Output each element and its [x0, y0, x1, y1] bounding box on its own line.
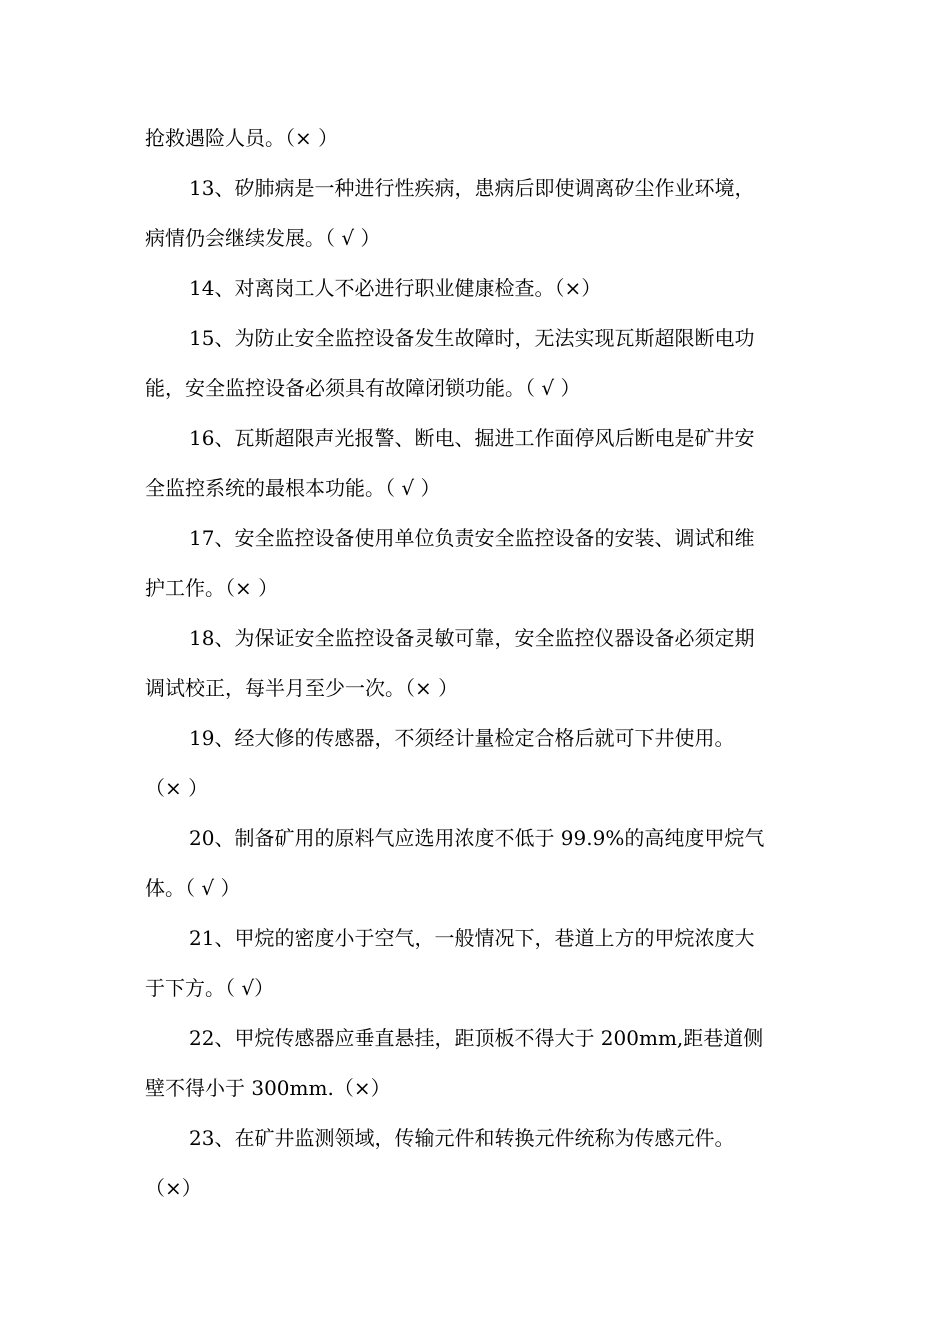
question-17-line-1: 17、安全监控设备使用单位负责安全监控设备的安装、调试和维 [189, 526, 755, 550]
question-21-line-2: 于下方。（ √） [145, 976, 275, 1000]
question-22-line-1: 22、甲烷传感器应垂直悬挂，距顶板不得大于 200mm,距巷道侧 [189, 1026, 764, 1050]
question-15-line-1: 15、为防止安全监控设备发生故障时，无法实现瓦斯超限断电功 [189, 326, 755, 350]
text-line: 抢救遇险人员。（× ） [145, 126, 339, 150]
question-14-line-1: 14、对离岗工人不必进行职业健康检查。（×） [189, 276, 602, 300]
question-18-line-1: 18、为保证安全监控设备灵敏可靠，安全监控仪器设备必须定期 [189, 626, 755, 650]
question-19-line-2: （× ） [145, 776, 209, 800]
question-20-line-2: 体。（ √ ） [145, 876, 241, 900]
question-13-line-2: 病情仍会继续发展。（ √ ） [145, 226, 381, 250]
question-23-line-1: 23、在矿井监测领域，传输元件和转换元件统称为传感元件。 [189, 1126, 735, 1150]
question-15-line-2: 能，安全监控设备必须具有故障闭锁功能。（ √ ） [145, 376, 581, 400]
question-13-line-1: 13、矽肺病是一种进行性疾病，患病后即使调离矽尘作业环境， [189, 176, 755, 200]
question-21-line-1: 21、甲烷的密度小于空气，一般情况下，巷道上方的甲烷浓度大 [189, 926, 755, 950]
question-20-line-1: 20、制备矿用的原料气应选用浓度不低于 99.9%的高纯度甲烷气 [189, 826, 765, 850]
question-18-line-2: 调试校正，每半月至少一次。（× ） [145, 676, 459, 700]
question-16-line-1: 16、瓦斯超限声光报警、断电、掘进工作面停风后断电是矿井安 [189, 426, 755, 450]
question-16-line-2: 全监控系统的最根本功能。（ √ ） [145, 476, 441, 500]
document-body [145, 113, 810, 1213]
question-22-line-2: 壁不得小于 300mm.（×） [145, 1076, 391, 1100]
question-19-line-1: 19、经大修的传感器，不须经计量检定合格后就可下井使用。 [189, 726, 735, 750]
question-17-line-2: 护工作。（× ） [145, 576, 279, 600]
question-23-line-2: （×） [145, 1176, 202, 1200]
